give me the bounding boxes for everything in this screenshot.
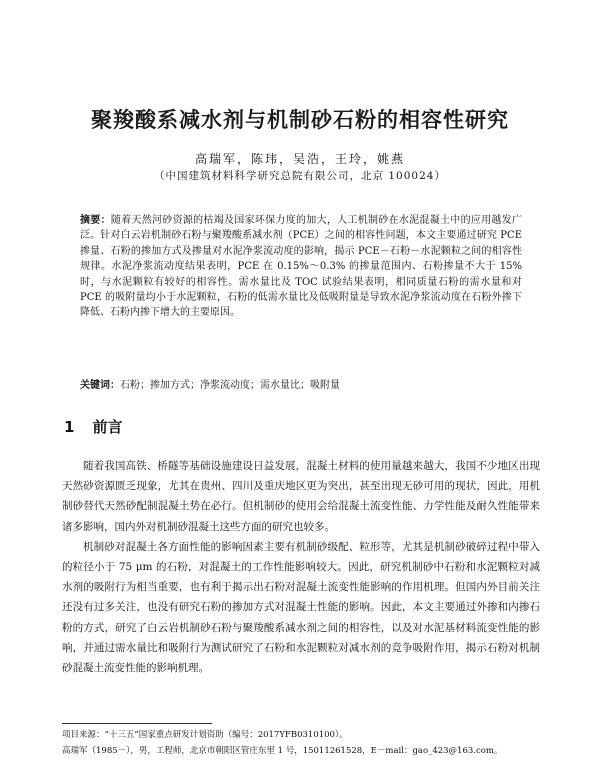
footnote-divider <box>62 723 212 724</box>
footnote-author-info: 高瑞军（1985－），男，工程师，北京市朝阳区管庄东里 1 号，15011261528，E－mail：gao_423@163.com。 <box>62 746 503 756</box>
keywords <box>80 378 522 393</box>
footnote-funding: 项目来源：“十三五”国家重点研发计划资助（编号：2017YFB0310100）。 <box>62 730 348 740</box>
abstract-label: 摘要： <box>80 215 111 226</box>
keywords-text: 石粉；掺加方式；净浆流动度；需水量比；吸附量 <box>120 380 340 391</box>
section-title: 前言 <box>92 418 123 436</box>
abstract <box>80 213 522 321</box>
section-number: 1 <box>64 418 75 436</box>
abstract-text: 随着天然河砂资源的枯竭及国家环保力度的加大，人工机制砂在水泥混凝土中的应用越发广泛。针对白云岩机制砂石粉与聚羧酸系减水剂（PCE）之间的相容性问题，本文主要通过研究 PCE 掺量、石粉的掺加方式及掺量对水泥净浆流动度的影响，揭示 PCE－石粉－水泥颗粒之间的相容性规律。水泥净浆流动度结果表明，PCE 在 0.15%～0.3% 的掺量范围内、石粉掺量不大于 15% 时，与水泥颗粒有较好的相容性。需水量比及 TOC 试验结果表明，相同质量石粉的需水量和对 PCE 的吸附量均小于水泥颗粒，石粉的低需水量比及低吸附量是导致水泥净浆流动度在石粉外掺下降低、石粉内掺下增大的主要原因。 <box>80 215 523 319</box>
author-list: 高瑞军，陈玮，吴浩，王玲，姚燕 <box>194 152 405 166</box>
paragraph: 随着我国高铁、桥隧等基础设施建设日益发展，混凝土材料的使用量越来越大，我国不少地区出现天然砂资源匮乏现象，尤其在贵州、四川及重庆地区更为突出，甚至出现无砂可用的现状，因此，用机制砂替代天然砂配制混凝土势在必行。但机制砂的使用会给混凝土流变性能、力学性能及耐久性能带来诸多影响，国内外对机制砂混凝土这些方面的研究也较多。 <box>62 460 540 533</box>
paper-title: 聚羧酸系减水剂与机制砂石粉的相容性研究 <box>91 108 509 132</box>
affiliation: （中国建筑材料科学研究总院有限公司，北京 100024） <box>154 170 446 182</box>
keywords-label: 关键词： <box>80 380 120 391</box>
section-heading <box>64 416 122 437</box>
paragraph: 机制砂对混凝土各方面性能的影响因素主要有机制砂级配、粒形等，尤其是机制砂破碎过程中带入的粒径小于 75 μm 的石粉，对混凝土的工作性能影响较大。因此，研究机制砂中石粉和水泥颗粒对减水剂的吸附行为相当重要，也有利于揭示出石粉对混凝土流变性能影响的作用机理。但国内外目前关注还没有过多关注，也没有研究石粉的掺加方式对混凝土性能的影响。因此，本文主要通过外掺和内掺石粉的方式，研究了白云岩机制砂石粉与聚羧酸系减水剂之间的相容性，以及对水泥基材料流变性能的影响，并通过需水量比和吸附行为测试研究了石粉和水泥颗粒对减水剂的竞争吸附作用，揭示石粉对机制砂混凝土流变性能的影响机理。 <box>62 540 540 675</box>
body-text <box>62 456 540 678</box>
